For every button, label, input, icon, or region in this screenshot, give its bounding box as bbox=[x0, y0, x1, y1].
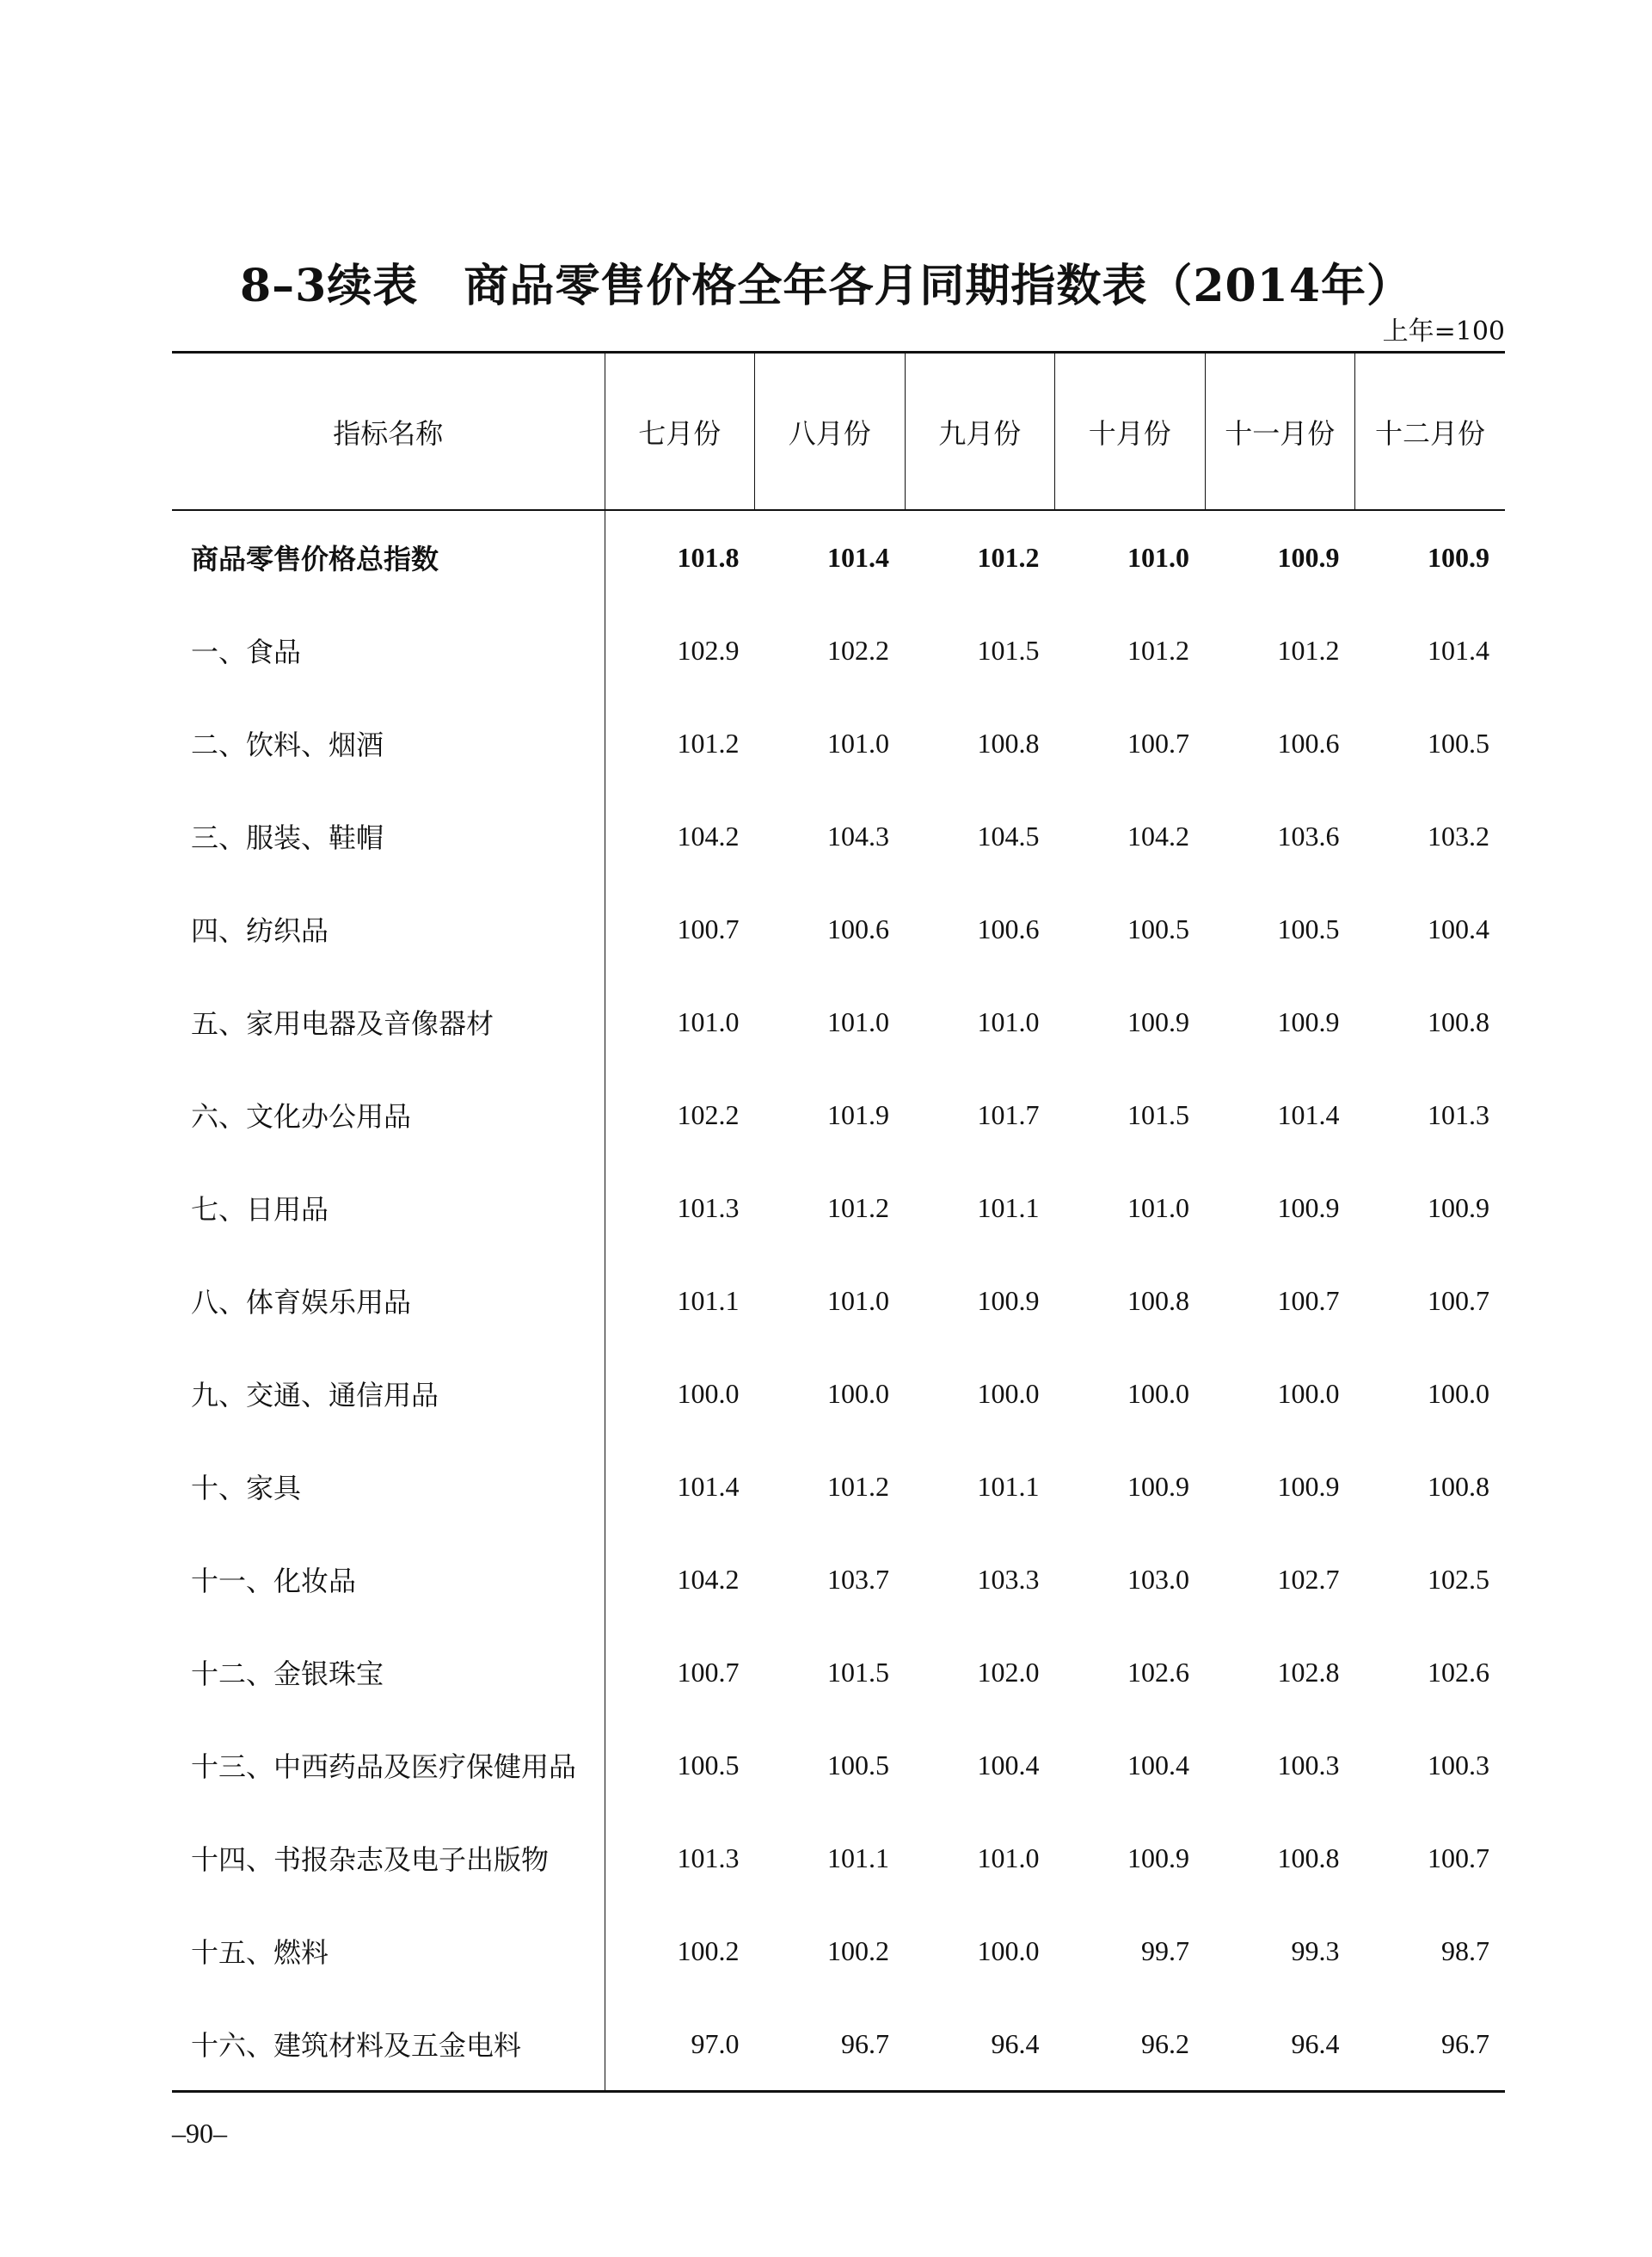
index-value-cell: 101.2 bbox=[827, 1191, 889, 1223]
header-month-oct: 十月份 bbox=[1055, 353, 1206, 511]
index-value-cell: 101.3 bbox=[1428, 1098, 1489, 1130]
index-value-cell: 101.0 bbox=[677, 1006, 740, 1037]
index-value-cell: 101.2 bbox=[1277, 634, 1340, 666]
index-value-cell: 102.5 bbox=[1428, 1563, 1489, 1595]
index-value-cell: 101.9 bbox=[827, 1098, 889, 1130]
index-value-cell: 100.5 bbox=[1127, 913, 1189, 944]
index-value-cell: 101.4 bbox=[827, 541, 889, 573]
index-value-cell: 101.0 bbox=[1127, 1191, 1189, 1223]
table-row bbox=[172, 790, 1505, 883]
row-indicator-name: 十三、中西药品及医疗保健用品 bbox=[172, 1719, 605, 1811]
index-value-cell: 100.4 bbox=[1428, 913, 1489, 944]
index-value-cell: 101.1 bbox=[677, 1284, 740, 1316]
index-value-cell: 102.0 bbox=[977, 1656, 1040, 1688]
table-row bbox=[172, 1811, 1505, 1904]
row-indicator-name: 二、饮料、烟酒 bbox=[172, 697, 605, 790]
index-value-cell: 100.0 bbox=[827, 1377, 889, 1409]
index-value-cell: 100.4 bbox=[1127, 1749, 1189, 1780]
index-value-cell: 100.9 bbox=[1428, 541, 1489, 573]
table-row bbox=[172, 1719, 1505, 1811]
index-value-cell: 104.2 bbox=[677, 1563, 740, 1595]
index-value-cell: 100.9 bbox=[1127, 1006, 1189, 1037]
header-month-aug: 八月份 bbox=[755, 353, 906, 511]
index-value-cell: 100.9 bbox=[1277, 1006, 1340, 1037]
price-index-table bbox=[172, 351, 1505, 2093]
row-indicator-name: 一、食品 bbox=[172, 604, 605, 697]
index-value-cell: 102.9 bbox=[677, 634, 740, 666]
index-value-cell: 100.8 bbox=[977, 727, 1040, 759]
row-indicator-name: 十六、建筑材料及五金电料 bbox=[172, 1997, 605, 2092]
index-value-cell: 100.8 bbox=[1277, 1842, 1340, 1873]
header-month-nov: 十一月份 bbox=[1205, 353, 1355, 511]
index-value-cell: 98.7 bbox=[1441, 1934, 1489, 1966]
index-value-cell: 101.0 bbox=[977, 1842, 1040, 1873]
index-value-cell: 100.3 bbox=[1277, 1749, 1340, 1780]
table-row-total bbox=[172, 510, 1505, 604]
index-value-cell: 100.8 bbox=[1127, 1284, 1189, 1316]
index-value-cell: 101.2 bbox=[677, 727, 740, 759]
index-value-cell: 101.3 bbox=[677, 1191, 740, 1223]
index-value-cell: 100.6 bbox=[827, 913, 889, 944]
index-value-cell: 96.2 bbox=[1055, 1997, 1206, 2092]
table-row bbox=[172, 1533, 1505, 1626]
index-value-cell: 100.9 bbox=[1277, 1470, 1340, 1502]
index-value-cell: 96.4 bbox=[905, 1997, 1055, 2092]
row-indicator-name: 八、体育娱乐用品 bbox=[172, 1254, 605, 1347]
index-value-cell: 100.3 bbox=[1428, 1749, 1489, 1780]
index-value-cell: 100.0 bbox=[677, 1377, 740, 1409]
index-value-cell: 101.0 bbox=[827, 1006, 889, 1037]
row-indicator-name: 十五、燃料 bbox=[172, 1904, 605, 1997]
index-value-cell: 101.0 bbox=[827, 1284, 889, 1316]
index-value-cell: 101.4 bbox=[1277, 1098, 1340, 1130]
index-value-cell: 100.0 bbox=[1277, 1377, 1340, 1409]
index-value-cell: 100.0 bbox=[977, 1934, 1040, 1966]
index-value-cell: 100.9 bbox=[1277, 1191, 1340, 1223]
index-value-cell: 101.1 bbox=[977, 1470, 1040, 1502]
index-value-cell: 101.4 bbox=[677, 1470, 740, 1502]
index-value-cell: 96.7 bbox=[1355, 1997, 1506, 2092]
table-row bbox=[172, 883, 1505, 975]
header-month-jul: 七月份 bbox=[605, 353, 755, 511]
index-value-cell: 101.5 bbox=[1127, 1098, 1189, 1130]
table-row bbox=[172, 1997, 1505, 2092]
index-value-cell: 101.8 bbox=[677, 541, 740, 573]
index-value-cell: 101.5 bbox=[827, 1656, 889, 1688]
index-value-cell: 100.7 bbox=[1277, 1284, 1340, 1316]
table-header-row bbox=[172, 353, 1505, 511]
index-value-cell: 100.9 bbox=[1277, 541, 1340, 573]
index-value-cell: 101.2 bbox=[827, 1470, 889, 1502]
index-value-cell: 100.4 bbox=[977, 1749, 1040, 1780]
index-value-cell: 96.7 bbox=[755, 1997, 906, 2092]
index-value-cell: 100.9 bbox=[977, 1284, 1040, 1316]
row-indicator-name: 十二、金银珠宝 bbox=[172, 1626, 605, 1719]
index-value-cell: 100.0 bbox=[1127, 1377, 1189, 1409]
index-value-cell: 100.9 bbox=[1127, 1470, 1189, 1502]
table-row bbox=[172, 1626, 1505, 1719]
table-row bbox=[172, 697, 1505, 790]
index-value-cell: 103.6 bbox=[1277, 820, 1340, 852]
index-value-cell: 96.4 bbox=[1205, 1997, 1355, 2092]
index-value-cell: 99.7 bbox=[1141, 1934, 1189, 1966]
index-value-cell: 100.7 bbox=[677, 913, 740, 944]
header-month-sep: 九月份 bbox=[905, 353, 1055, 511]
table-row bbox=[172, 1440, 1505, 1533]
index-value-cell: 102.2 bbox=[677, 1098, 740, 1130]
row-indicator-name: 十四、书报杂志及电子出版物 bbox=[172, 1811, 605, 1904]
index-value-cell: 101.7 bbox=[977, 1098, 1040, 1130]
index-value-cell: 102.6 bbox=[1428, 1656, 1489, 1688]
index-value-cell: 104.5 bbox=[977, 820, 1040, 852]
base-unit-note: 上年=100 bbox=[1382, 317, 1505, 347]
index-value-cell: 100.0 bbox=[977, 1377, 1040, 1409]
index-value-cell: 101.2 bbox=[977, 541, 1040, 573]
index-value-cell: 101.2 bbox=[1127, 634, 1189, 666]
index-value-cell: 101.0 bbox=[827, 727, 889, 759]
index-value-cell: 102.2 bbox=[827, 634, 889, 666]
header-indicator-name: 指标名称 bbox=[172, 353, 605, 511]
row-indicator-name: 十、家具 bbox=[172, 1440, 605, 1533]
index-value-cell: 100.0 bbox=[1428, 1377, 1489, 1409]
index-value-cell: 100.9 bbox=[1428, 1191, 1489, 1223]
index-value-cell: 103.0 bbox=[1127, 1563, 1189, 1595]
table-row bbox=[172, 1904, 1505, 1997]
index-value-cell: 101.3 bbox=[677, 1842, 740, 1873]
row-indicator-name: 五、家用电器及音像器材 bbox=[172, 975, 605, 1068]
index-value-cell: 101.4 bbox=[1428, 634, 1489, 666]
index-value-cell: 101.1 bbox=[977, 1191, 1040, 1223]
row-indicator-name: 商品零售价格总指数 bbox=[172, 510, 605, 604]
table-row bbox=[172, 1161, 1505, 1254]
index-value-cell: 100.2 bbox=[677, 1934, 740, 1966]
page-title: 8–3续表 商品零售价格全年各月同期指数表（2014年） bbox=[239, 260, 1413, 312]
index-value-cell: 101.5 bbox=[977, 634, 1040, 666]
table-row bbox=[172, 1068, 1505, 1161]
index-value-cell: 101.1 bbox=[827, 1842, 889, 1873]
table-row bbox=[172, 975, 1505, 1068]
index-value-cell: 100.7 bbox=[1127, 727, 1189, 759]
index-value-cell: 103.3 bbox=[977, 1563, 1040, 1595]
page-number: –90– bbox=[172, 2118, 227, 2149]
index-value-cell: 103.7 bbox=[827, 1563, 889, 1595]
index-value-cell: 100.7 bbox=[1428, 1284, 1489, 1316]
index-value-cell: 102.6 bbox=[1127, 1656, 1189, 1688]
row-indicator-name: 六、文化办公用品 bbox=[172, 1068, 605, 1161]
index-value-cell: 100.2 bbox=[827, 1934, 889, 1966]
header-month-dec: 十二月份 bbox=[1355, 353, 1506, 511]
index-value-cell: 103.2 bbox=[1428, 820, 1489, 852]
index-value-cell: 100.7 bbox=[677, 1656, 740, 1688]
index-value-cell: 104.2 bbox=[677, 820, 740, 852]
index-value-cell: 100.6 bbox=[1277, 727, 1340, 759]
index-value-cell: 100.7 bbox=[1428, 1842, 1489, 1873]
row-indicator-name: 七、日用品 bbox=[172, 1161, 605, 1254]
index-value-cell: 100.5 bbox=[1277, 913, 1340, 944]
index-value-cell: 101.0 bbox=[977, 1006, 1040, 1037]
index-value-cell: 102.7 bbox=[1277, 1563, 1340, 1595]
index-value-cell: 100.5 bbox=[1428, 727, 1489, 759]
index-value-cell: 104.2 bbox=[1127, 820, 1189, 852]
index-value-cell: 100.8 bbox=[1428, 1470, 1489, 1502]
index-value-cell: 102.8 bbox=[1277, 1656, 1340, 1688]
index-value-cell: 100.8 bbox=[1428, 1006, 1489, 1037]
index-value-cell: 100.9 bbox=[1127, 1842, 1189, 1873]
index-value-cell: 100.5 bbox=[827, 1749, 889, 1780]
row-indicator-name: 四、纺织品 bbox=[172, 883, 605, 975]
index-value-cell: 100.5 bbox=[677, 1749, 740, 1780]
table-row bbox=[172, 1254, 1505, 1347]
index-value-cell: 100.6 bbox=[977, 913, 1040, 944]
index-value-cell: 101.0 bbox=[1127, 541, 1189, 573]
row-indicator-name: 十一、化妆品 bbox=[172, 1533, 605, 1626]
row-indicator-name: 九、交通、通信用品 bbox=[172, 1347, 605, 1440]
table-row bbox=[172, 604, 1505, 697]
table-row bbox=[172, 1347, 1505, 1440]
index-value-cell: 97.0 bbox=[605, 1997, 755, 2092]
index-value-cell: 99.3 bbox=[1291, 1934, 1340, 1966]
row-indicator-name: 三、服装、鞋帽 bbox=[172, 790, 605, 883]
index-value-cell: 104.3 bbox=[827, 820, 889, 852]
